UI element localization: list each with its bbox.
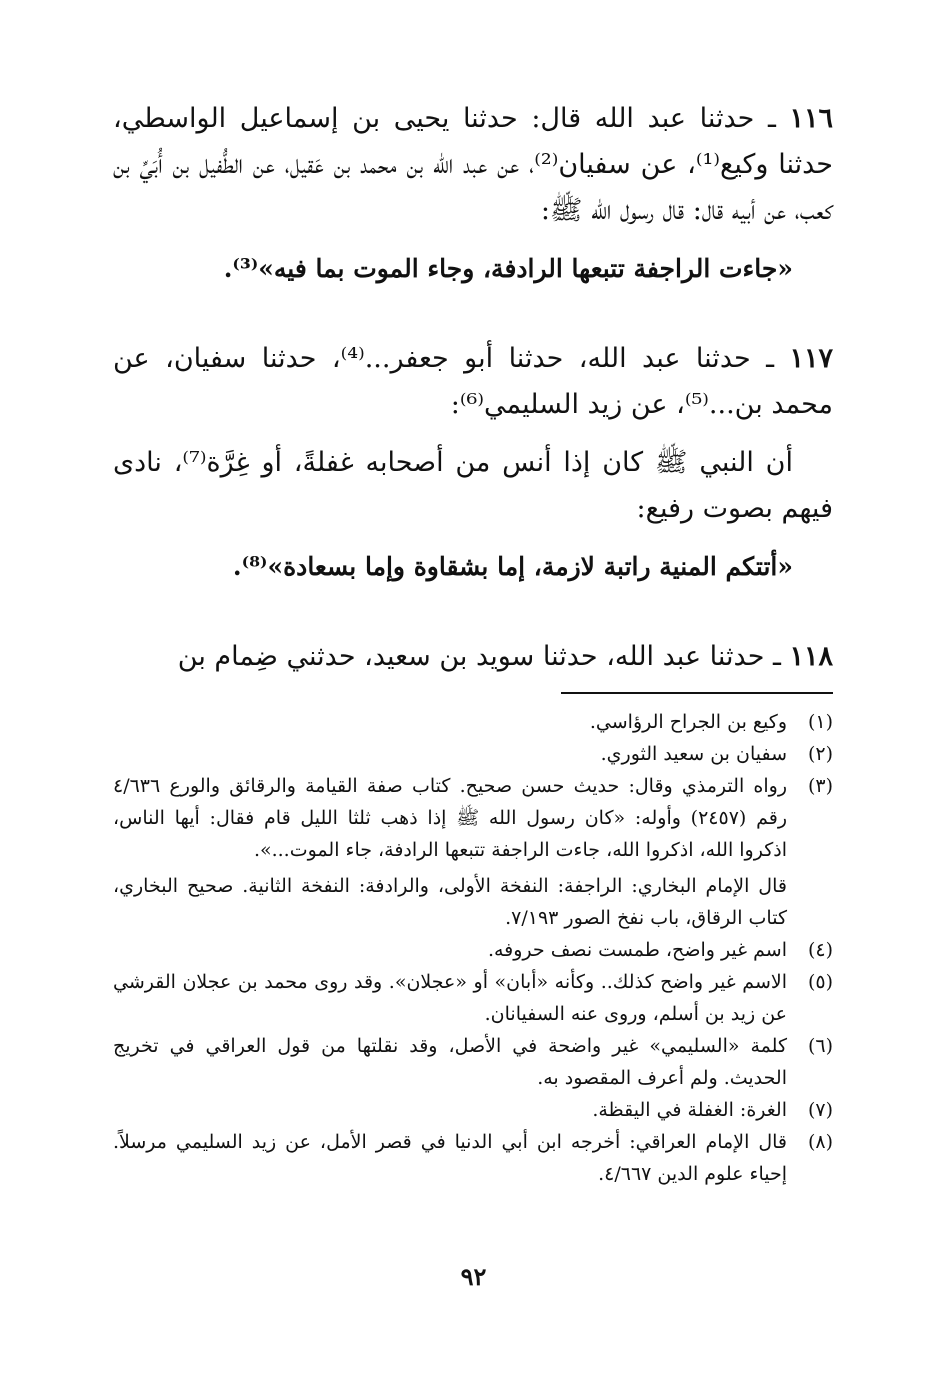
hadith-number: ١١٦: [789, 103, 833, 134]
hadith-number: ١١٨: [789, 641, 833, 672]
footnote-item: [113, 966, 833, 1030]
hadith-number: ١١٧: [789, 343, 833, 374]
footnote-text: رواه الترمذي وقال: حديث حسن صحيح. كتاب صفة القيامة والرقائق والورع ٤/٦٣٦ رقم (٢٤٥٧) وأوله: «كان رسول الله ﷺ إذا ذهب ثلثا الليل قام فقال: أيها الناس، اذكروا الله، اذكروا الله، جاءت الراجفة تتبعها الرادفة، جاء الموت...».: [113, 775, 788, 861]
hadith-isnad: ـ حدثنا عبد الله قال: حدثنا يحيى بن إسماعيل الواسطي، حدثنا وكيع⁽¹⁾، عن سفيان⁽²⁾، عن عبد الله بن محمد بن عَقيل، عن الطُّفيل بن أُبَيِّ بن كعب، عن أبيه قال: قال رسول الله ﷺ:: [113, 103, 833, 226]
footnote-number: (١): [807, 711, 833, 733]
footnote-text: سفيان بن سعيد الثوري.: [600, 743, 787, 765]
footnote-number: (٢): [807, 743, 833, 765]
hadith-quote: «أتتكم المنية راتبة لازمة، إما بشقاوة وإما بسعادة»⁽⁸⁾.: [232, 552, 793, 581]
hadith-isnad: ـ حدثنا عبد الله، حدثنا سويد بن سعيد، حدثني ضِمام بن: [177, 641, 790, 672]
page-number: ٩٢: [460, 1262, 487, 1291]
footnote-number: (٣): [807, 775, 833, 797]
footnote-item: [113, 1094, 833, 1126]
footnotes: [113, 706, 833, 1190]
footnote-text: قال الإمام البخاري: الراجفة: النفخة الأولى، والرادفة: النفخة الثانية. صحيح البخاري، كتاب الرقاق، باب نفخ الصور ٧/١٩٣.: [113, 875, 787, 929]
footnote-text: قال الإمام العراقي: أخرجه ابن أبي الدنيا في قصر الأمل، عن زيد السليمي مرسلاً. إحياء علوم الدين ٤/٦٦٧.: [113, 1131, 788, 1185]
hadith-116: [113, 96, 833, 234]
footnote-text: الاسم غير واضح كذلك.. وكأنه «أبان» أو «عجلان». وقد روى محمد بن عجلان القرشي عن زيد بن أسلم، وروى عنه السفيانان.: [113, 971, 787, 1025]
footnote-number: (٨): [807, 1131, 833, 1153]
footnote-number: (٤): [807, 939, 833, 961]
footnote-number: (٧): [807, 1099, 833, 1121]
footnote-item: [113, 1030, 833, 1094]
hadith-isnad: ـ حدثنا عبد الله، حدثنا أبو جعفر...⁽⁴⁾، حدثنا سفيان، عن محمد بن...⁽⁵⁾، عن زيد السليمي⁽⁶⁾:: [113, 343, 833, 420]
footnote-text: اسم غير واضح، طمست نصف حروفه.: [487, 939, 787, 961]
footnote-item: [113, 706, 833, 738]
footnote-number: (٦): [807, 1035, 833, 1057]
main-text: [113, 96, 833, 680]
footnote-item: [113, 738, 833, 770]
hadith-body: أن النبي ﷺ كان إذا أنس من أصحابه غفلةً، أو غِرَّة⁽⁷⁾، نادى فيهم بصوت رفيع:: [113, 447, 833, 524]
footnote-number: (٥): [807, 971, 833, 993]
hadith-117: [113, 336, 833, 428]
hadith-118: [113, 634, 833, 680]
footnote-text: وكيع بن الجراح الرؤاسي.: [589, 711, 787, 733]
footnote-text: الغرة: الغفلة في اليقظة.: [592, 1099, 787, 1121]
footnote-item: [113, 1126, 833, 1190]
footnote-text: كلمة «السليمي» غير واضحة في الأصل، وقد نقلتها من قول العراقي في تخريج الحديث. ولم أعرف المقصود به.: [113, 1035, 787, 1089]
hadith-quote: «جاءت الراجفة تتبعها الرادفة، وجاء الموت بما فيه»⁽³⁾.: [223, 254, 793, 283]
footnote-item: [113, 934, 833, 966]
footnote-item: [113, 770, 833, 934]
footnote-separator: [561, 692, 833, 694]
